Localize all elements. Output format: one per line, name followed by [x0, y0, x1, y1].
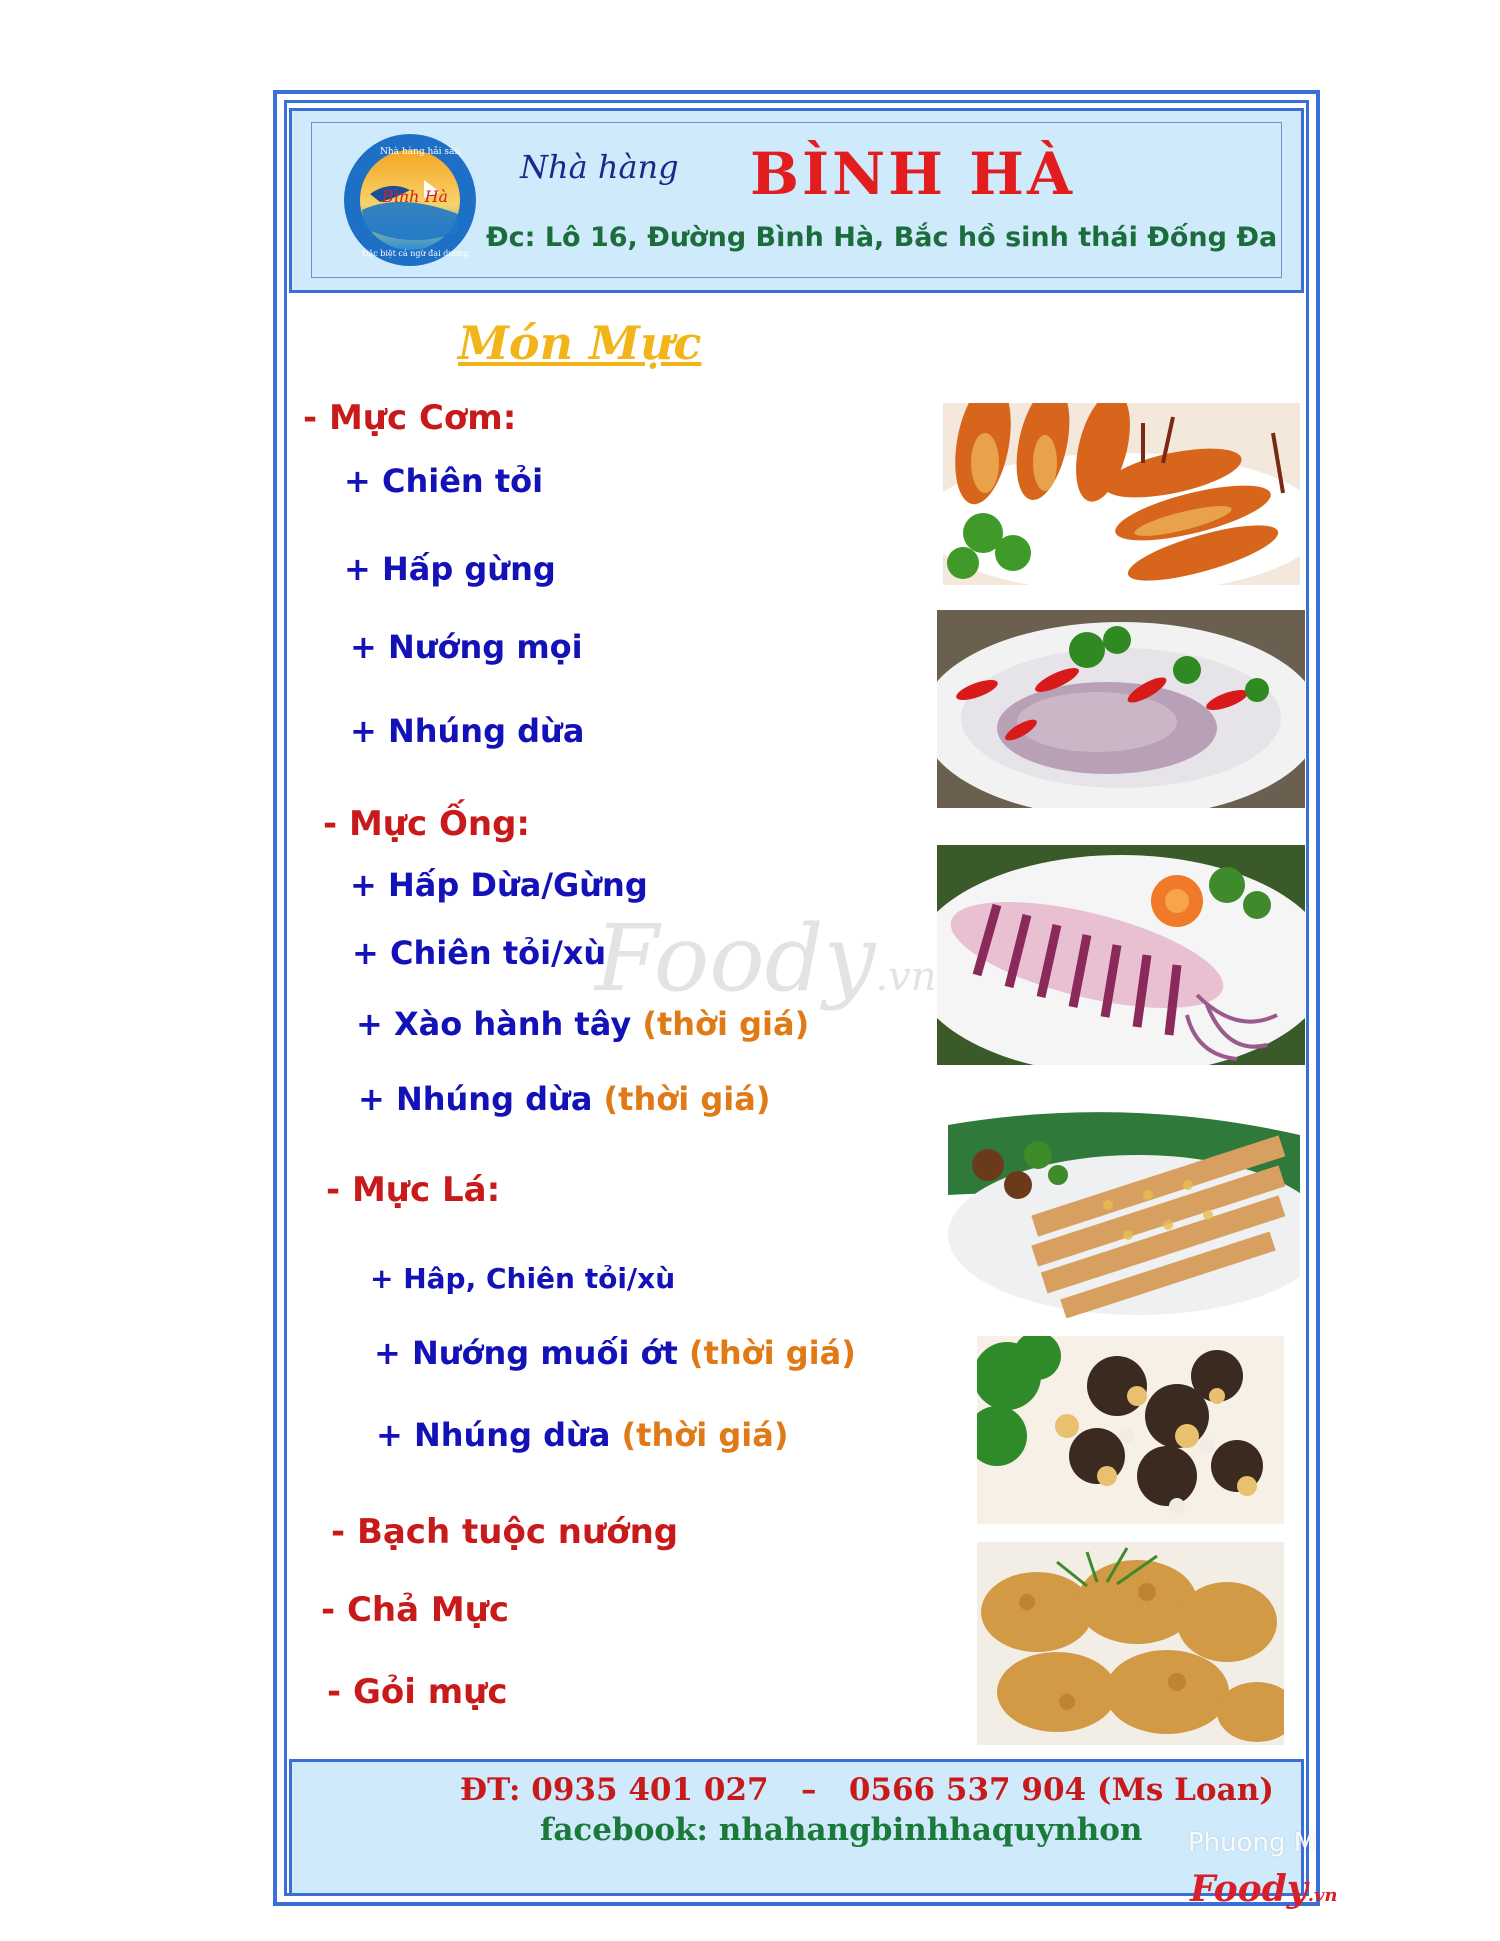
category-muc-com: - Mực Cơm:	[303, 398, 517, 438]
logo-ring-top: Nhà hàng hải sản	[380, 147, 461, 157]
menu-item: + Hấp gừng	[344, 550, 556, 588]
facebook-link[interactable]: facebook: nhahangbinhhaquynhon	[540, 1812, 1143, 1848]
foody-logo-domain: .vn	[1307, 1885, 1338, 1906]
market-price-note: (thời giá)	[688, 1334, 856, 1372]
category-bach-tuoc: - Bạch tuộc nướng	[331, 1512, 679, 1552]
market-price-note: (thời giá)	[621, 1416, 789, 1454]
menu-item: + Chiên tỏi	[344, 462, 544, 500]
logo-ring-bottom: Đặc biệt cá ngừ đại dương	[362, 249, 469, 258]
foody-logo	[1190, 1868, 1338, 1910]
watermark-brand: Foody	[595, 905, 876, 1012]
category-goi-muc: - Gỏi mực	[327, 1672, 508, 1712]
category-muc-ong: - Mực Ống:	[323, 804, 531, 844]
restaurant-address: Đc: Lô 16, Đường Bình Hà, Bắc hồ sinh thái Đống Đa	[486, 222, 1278, 253]
menu-item: + Hâp, Chiên tỏi/xù	[370, 1262, 676, 1295]
restaurant-logo	[340, 132, 480, 268]
menu-item: + Hấp Dừa/Gừng	[350, 866, 648, 904]
fried-squid-photo	[943, 403, 1300, 585]
watermark-domain: .vn	[875, 954, 937, 1000]
grilled-squid-photo	[948, 1105, 1300, 1318]
stuffed-squid-photo	[937, 845, 1305, 1065]
category-muc-la: - Mực Lá:	[326, 1170, 501, 1210]
menu-item-label: + Nướng muối ớt	[374, 1334, 678, 1372]
steamed-squid-photo	[937, 610, 1305, 808]
brand-name: BÌNH HÀ	[750, 140, 1075, 208]
menu-item	[358, 1080, 770, 1118]
menu-item: + Nướng mọi	[350, 628, 583, 666]
foody-watermark	[595, 905, 937, 1012]
menu-item	[376, 1416, 788, 1454]
uploader-name: Phuong M	[1188, 1828, 1317, 1858]
menu-item: + Nhúng dừa	[350, 712, 585, 750]
category-cha-muc: - Chả Mực	[321, 1590, 510, 1630]
menu-item-label: + Nhúng dừa	[358, 1080, 593, 1118]
menu-item	[374, 1334, 856, 1372]
menu-item-label: + Xào hành tây	[356, 1005, 632, 1043]
squid-cake-photo	[977, 1542, 1284, 1745]
salted-chili-squid-photo	[977, 1336, 1284, 1524]
foody-logo-brand: Foody	[1190, 1868, 1308, 1910]
contact-phone: ĐT: 0935 401 027 – 0566 537 904 (Ms Loan)	[460, 1772, 1274, 1808]
menu-item-label: + Nhúng dừa	[376, 1416, 611, 1454]
brand-subtitle: Nhà hàng	[520, 148, 679, 186]
menu-item: + Chiên tỏi/xù	[352, 934, 607, 972]
market-price-note: (thời giá)	[642, 1005, 810, 1043]
section-title: Món Mực	[458, 316, 702, 370]
market-price-note: (thời giá)	[603, 1080, 771, 1118]
logo-text: Bình Hà	[382, 187, 449, 206]
